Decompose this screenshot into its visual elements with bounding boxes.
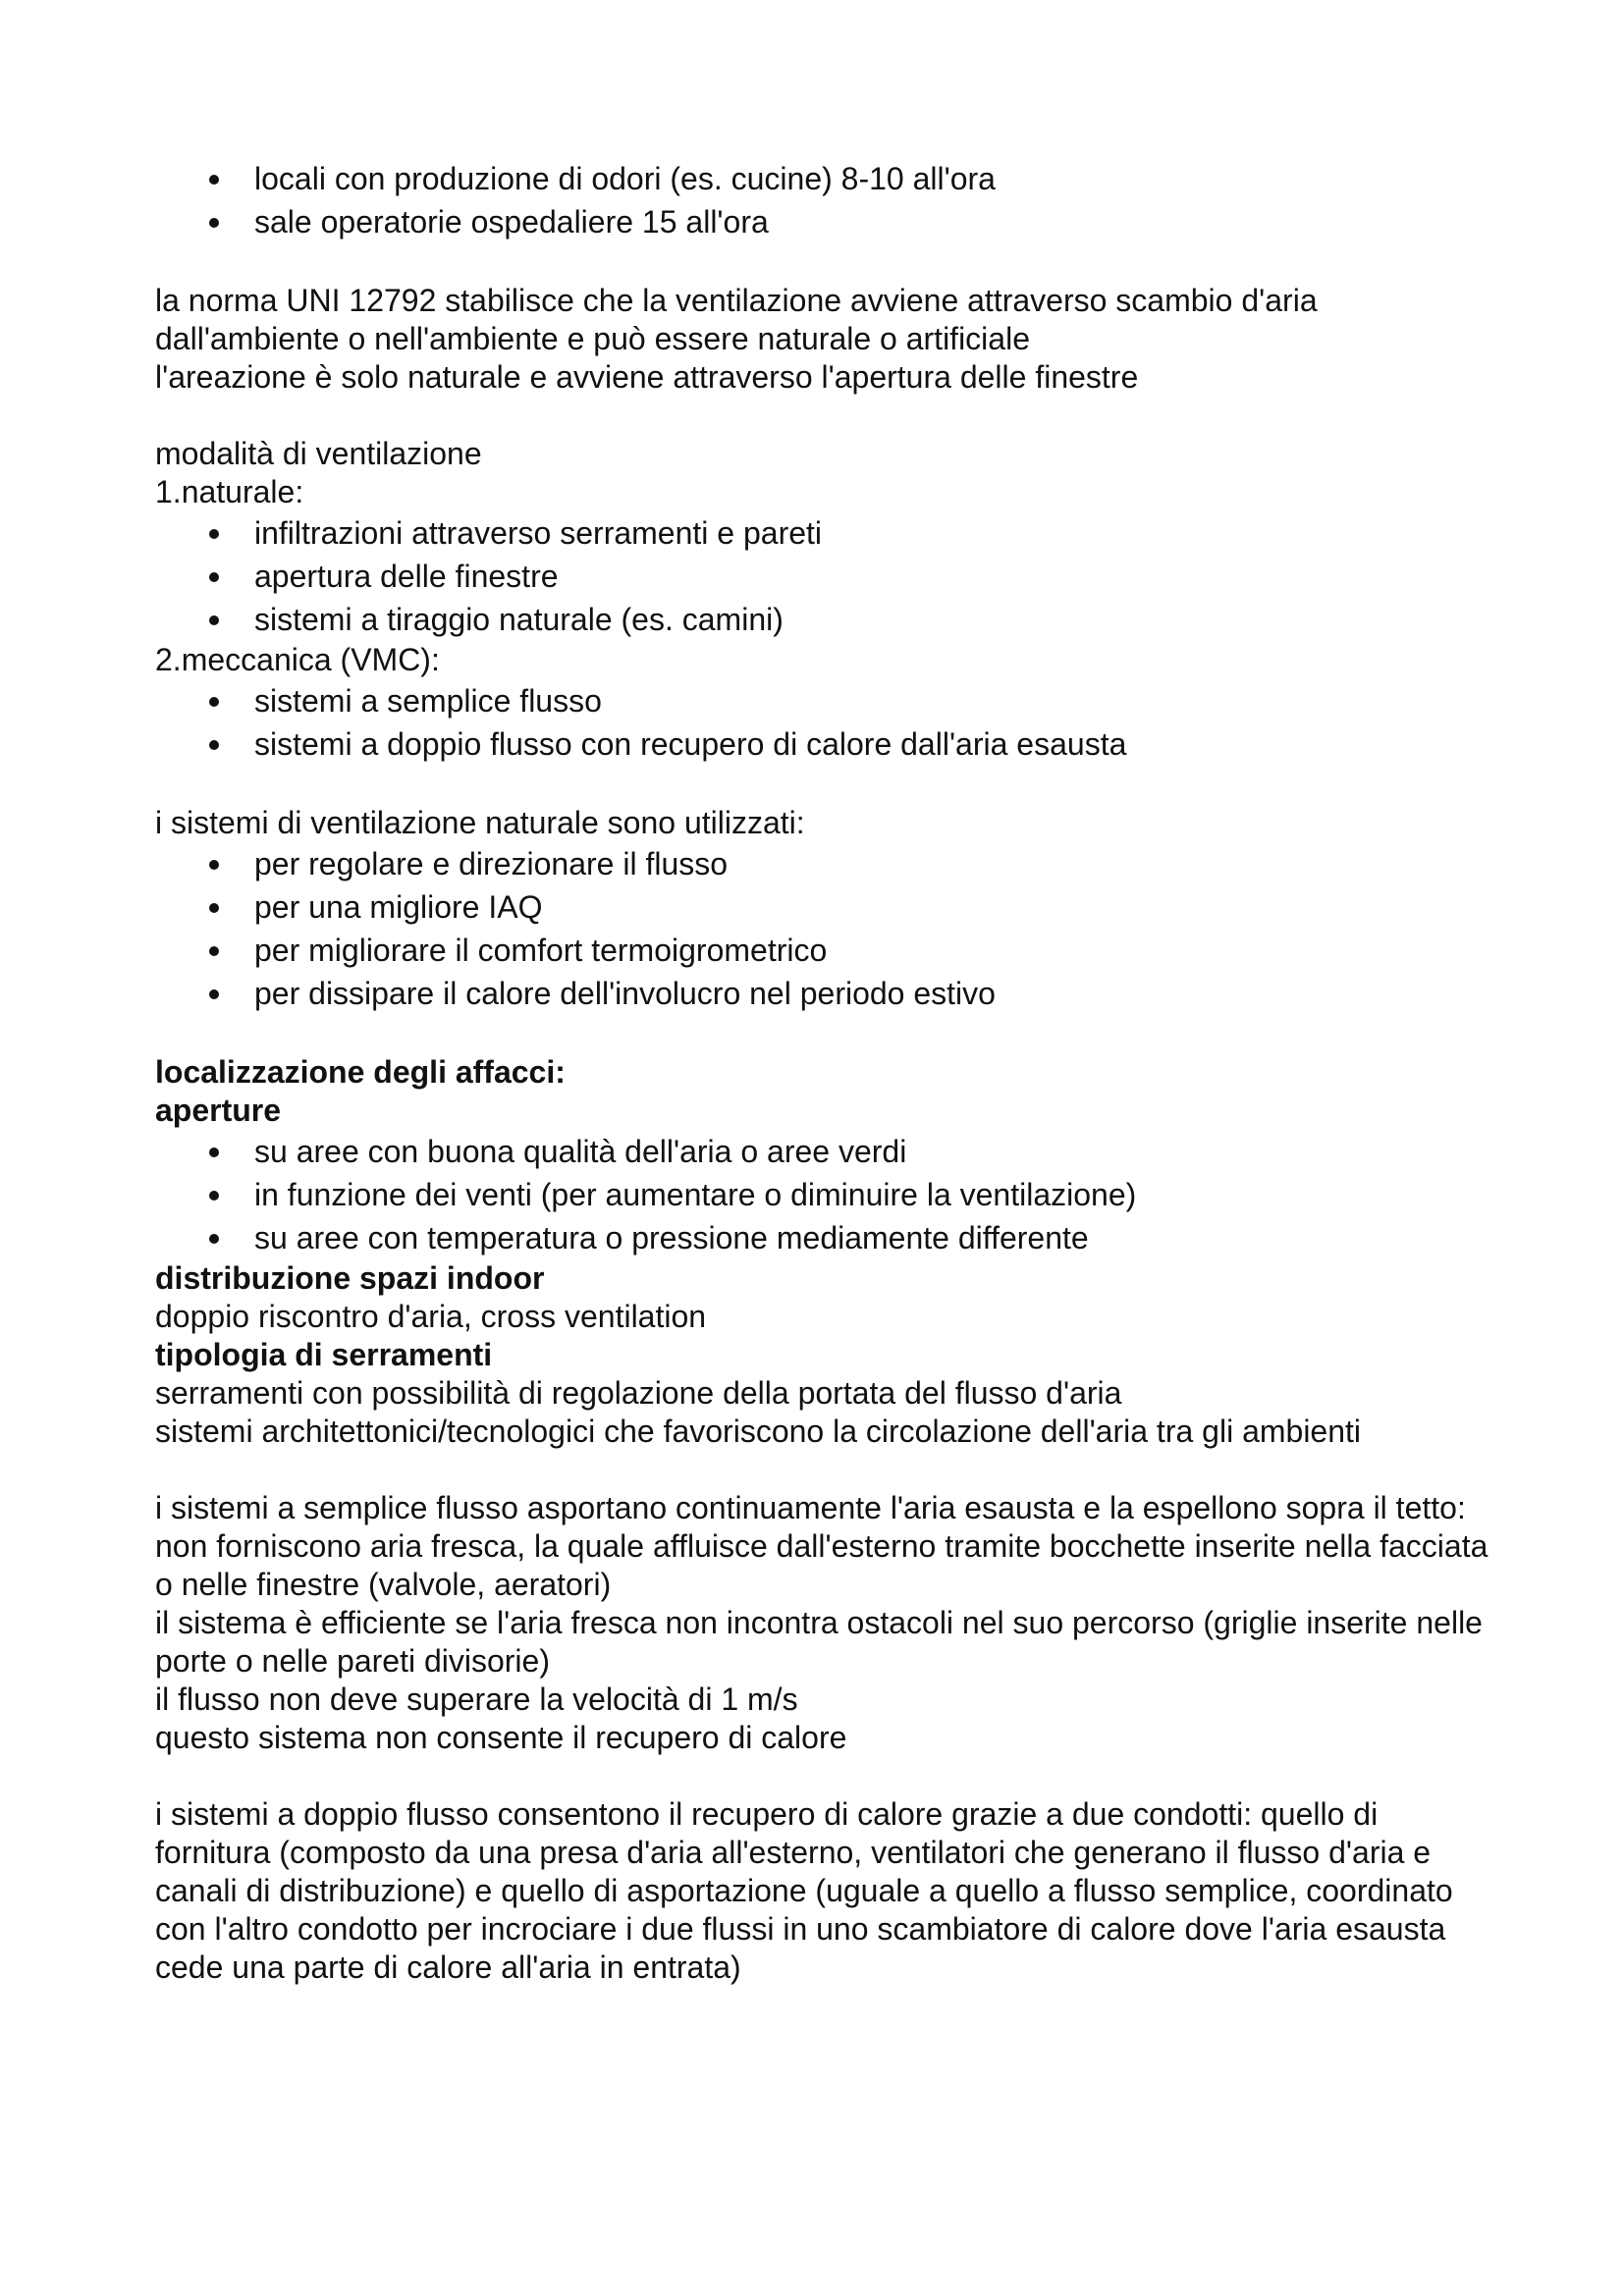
- list-item: per migliorare il comfort termoigrometrico: [155, 929, 1490, 972]
- list-item: per dissipare il calore dell'involucro nel periodo estivo: [155, 972, 1490, 1015]
- aperture-heading: aperture: [155, 1093, 282, 1128]
- list-item: su aree con buona qualità dell'aria o aree verdi: [155, 1130, 1490, 1173]
- list-item: sistemi a semplice flusso: [155, 679, 1490, 722]
- list-item: locali con produzione di odori (es. cucine) 8-10 all'ora: [155, 157, 1490, 200]
- paragraph-recupero: questo sistema non consente il recupero di calore: [155, 1720, 847, 1755]
- list-item: sistemi a tiraggio naturale (es. camini): [155, 598, 1490, 641]
- list-item: su aree con temperatura o pressione mediamente differente: [155, 1216, 1490, 1259]
- list-item: infiltrazioni attraverso serramenti e pareti: [155, 511, 1490, 555]
- naturale-list: [155, 511, 1490, 641]
- naturale-uso-list: [155, 842, 1490, 1015]
- paragraph-norma: la norma UNI 12792 stabilisce che la ventilazione avviene attraverso scambio d'aria dall'ambiente o nell'ambiente e può essere naturale o artificiale: [155, 283, 1318, 356]
- naturale-label: 1.naturale:: [155, 474, 304, 509]
- serramenti-line: serramenti con possibilità di regolazione della portata del flusso d'aria: [155, 1375, 1122, 1411]
- meccanica-label: 2.meccanica (VMC):: [155, 642, 440, 677]
- serramenti-line: sistemi architettonici/tecnologici che favoriscono la circolazione dell'aria tra gli ambienti: [155, 1414, 1362, 1449]
- modalita-title: modalità di ventilazione: [155, 436, 482, 471]
- paragraph-doppio: i sistemi a doppio flusso consentono il recupero di calore grazie a due condotti: quello di fornitura (composto da una presa d'aria all'esterno, ventilatori che generano il flusso d'aria e canali di distribuzione) e quello di asportazione (uguale a quello a flusso semplice, coordinato con l'altro condotto per incrociare i due flussi in uno scambiatore di calore dove l'aria esausta cede una parte di calore all'aria in entrata): [155, 1796, 1453, 1985]
- paragraph-areazione: l'areazione è solo naturale e avviene attraverso l'apertura delle finestre: [155, 359, 1139, 395]
- aperture-list: [155, 1130, 1490, 1259]
- document-page: [155, 157, 1490, 1987]
- meccanica-list: [155, 679, 1490, 766]
- ricambi-list: [155, 157, 1490, 243]
- distribuzione-text: doppio riscontro d'aria, cross ventilation: [155, 1299, 707, 1334]
- list-item: sale operatorie ospedaliere 15 all'ora: [155, 200, 1490, 243]
- affacci-heading: localizzazione degli affacci:: [155, 1054, 566, 1090]
- paragraph-efficienza: il sistema è efficiente se l'aria fresca non incontra ostacoli nel suo percorso (griglie inserite nelle porte o nelle pareti divisorie): [155, 1605, 1483, 1679]
- list-item: per una migliore IAQ: [155, 885, 1490, 929]
- paragraph-velocita: il flusso non deve superare la velocità di 1 m/s: [155, 1682, 798, 1717]
- distribuzione-heading: distribuzione spazi indoor: [155, 1260, 545, 1296]
- list-item: in funzione dei venti (per aumentare o diminuire la ventilazione): [155, 1173, 1490, 1216]
- serramenti-heading: tipologia di serramenti: [155, 1337, 493, 1372]
- list-item: per regolare e direzionare il flusso: [155, 842, 1490, 885]
- list-item: apertura delle finestre: [155, 555, 1490, 598]
- naturale-uso-title: i sistemi di ventilazione naturale sono utilizzati:: [155, 805, 805, 840]
- paragraph-semplice: i sistemi a semplice flusso asportano continuamente l'aria esausta e la espellono sopra il tetto: non forniscono aria fresca, la quale affluisce dall'esterno tramite bocchette inserite nella facciata o nelle finestre (valvole, aeratori): [155, 1490, 1488, 1602]
- list-item: sistemi a doppio flusso con recupero di calore dall'aria esausta: [155, 722, 1490, 766]
